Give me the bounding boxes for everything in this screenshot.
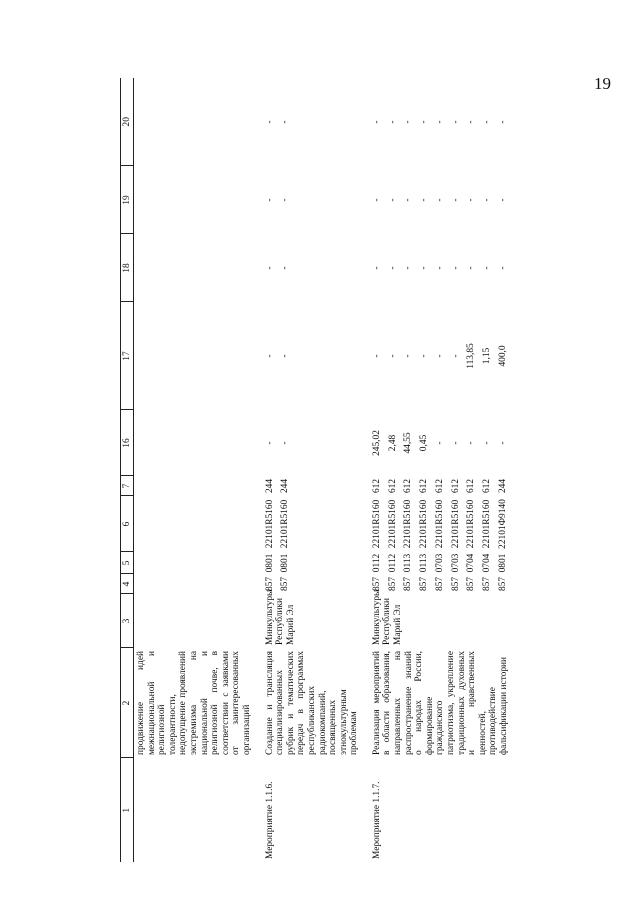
- cell-value: -: [264, 266, 275, 270]
- column-number-header: [121, 78, 134, 862]
- col-num: 5: [121, 552, 134, 574]
- cell-vr: 244: [279, 478, 290, 494]
- cell-value: -: [403, 354, 414, 358]
- cell-rzpr: 0801: [497, 553, 508, 573]
- cell-value: -: [371, 198, 382, 202]
- cell-rzpr: 0704: [466, 553, 477, 573]
- cell-value: -: [419, 354, 430, 358]
- cell-value: -: [450, 354, 461, 358]
- cell-value: -: [434, 441, 445, 445]
- cell-value: -: [419, 266, 430, 270]
- cell-grbs: 857: [279, 576, 290, 592]
- continued-description: продвижение идей межнациональной и религиозной толерантности, недопущение проявлений экстремизма на национальной и религиозной почве, в соответствии с заявками от заинтересованных организаций: [136, 651, 252, 755]
- table-row: [370, 78, 386, 862]
- cell-vr: 612: [434, 478, 445, 494]
- col-num: 1: [121, 758, 134, 862]
- measure-description: Реализация мероприятий в области образования, направленных на распространение знаний о народах России, формирование гражданского патриотизма, укрепление традиционных духовных и нравственных ценностей, противодействие фальсификации истории: [371, 651, 509, 755]
- cell-value: 2,48: [387, 434, 398, 452]
- cell-csr: 22101R5160: [466, 499, 477, 549]
- cell-value: -: [371, 120, 382, 124]
- cell-value: -: [403, 120, 414, 124]
- cell-vr: 612: [466, 478, 477, 494]
- cell-value: -: [264, 441, 275, 445]
- cell-value: 44,55: [403, 432, 414, 454]
- budget-table: [120, 78, 512, 862]
- measure-description: Создание и трансляция специализированных рубрик и тематических передач в программах республиканских радиокомпаний, посвященных этнокультурным проблемам: [264, 651, 360, 755]
- cell-rzpr: 0113: [403, 553, 414, 573]
- cell-vr: 612: [482, 478, 493, 494]
- cell-grbs: 857: [450, 576, 461, 592]
- cell-vr: 612: [419, 478, 430, 494]
- cell-value: 400,0: [497, 345, 508, 367]
- cell-value: -: [450, 120, 461, 124]
- cell-rzpr: 0801: [279, 553, 290, 573]
- col-num: 3: [121, 594, 134, 648]
- cell-value: -: [482, 266, 493, 270]
- measure-code: Мероприятие 1.1.6.: [264, 781, 275, 859]
- cell-vr: 612: [403, 478, 414, 494]
- cell-value: -: [466, 198, 477, 202]
- cell-rzpr: 0112: [371, 553, 382, 573]
- cell-csr: 22101R5160: [371, 499, 382, 549]
- rotated-budget-table: [120, 78, 570, 862]
- measure-code: Мероприятие 1.1.7.: [371, 781, 382, 859]
- cell-rzpr: 0704: [482, 553, 493, 573]
- cell-vr: 612: [450, 478, 461, 494]
- cell-value: -: [264, 198, 275, 202]
- cell-rzpr: 0703: [450, 553, 461, 573]
- measure-executor: Минкультуры Республики Марий Эл: [264, 589, 296, 645]
- col-num: 19: [121, 166, 134, 234]
- cell-value: -: [371, 266, 382, 270]
- cell-csr: 22101R5160: [387, 499, 398, 549]
- cell-value: -: [264, 354, 275, 358]
- col-num: 6: [121, 496, 134, 552]
- cell-csr: 22101R5160: [403, 499, 414, 549]
- cell-csr: 22101R5160: [482, 499, 493, 549]
- cell-value: 1,15: [482, 347, 493, 365]
- cell-grbs: 857: [403, 576, 414, 592]
- col-num: 4: [121, 574, 134, 594]
- cell-value: -: [497, 266, 508, 270]
- cell-csr: 22101R5160: [279, 499, 290, 549]
- cell-value: -: [387, 354, 398, 358]
- cell-csr: 22101R5160: [264, 499, 275, 549]
- cell-csr: 22101R5160: [450, 499, 461, 549]
- cell-vr: 612: [371, 478, 382, 494]
- cell-value: -: [497, 120, 508, 124]
- col-num: 16: [121, 410, 134, 476]
- cell-grbs: 857: [264, 576, 275, 592]
- cell-vr: 612: [387, 478, 398, 494]
- cell-rzpr: 0113: [419, 553, 430, 573]
- cell-value: -: [434, 354, 445, 358]
- cell-value: -: [482, 198, 493, 202]
- col-num: 2: [121, 648, 134, 758]
- cell-value: -: [279, 120, 290, 124]
- cell-value: 113,85: [466, 343, 477, 369]
- col-num: 18: [121, 234, 134, 302]
- cell-grbs: 857: [387, 576, 398, 592]
- cell-value: -: [482, 120, 493, 124]
- cell-value: -: [371, 354, 382, 358]
- cell-csr: 22101R5160: [419, 499, 430, 549]
- cell-value: -: [403, 266, 414, 270]
- cell-value: -: [466, 120, 477, 124]
- cell-grbs: 857: [419, 576, 430, 592]
- cell-value: -: [434, 120, 445, 124]
- cell-value: -: [279, 441, 290, 445]
- cell-value: -: [450, 266, 461, 270]
- cell-value: -: [279, 266, 290, 270]
- cell-value: -: [497, 441, 508, 445]
- cell-value: -: [466, 441, 477, 445]
- cell-grbs: 857: [482, 576, 493, 592]
- col-num: 7: [121, 476, 134, 496]
- cell-vr: 244: [264, 478, 275, 494]
- cell-value: -: [482, 441, 493, 445]
- cell-value: -: [279, 198, 290, 202]
- cell-value: -: [419, 198, 430, 202]
- cell-value: -: [279, 354, 290, 358]
- cell-value: -: [387, 266, 398, 270]
- cell-csr: 22101Ф9140: [497, 499, 508, 549]
- cell-value: -: [466, 266, 477, 270]
- cell-value: -: [387, 120, 398, 124]
- cell-value: -: [450, 198, 461, 202]
- cell-grbs: 857: [434, 576, 445, 592]
- col-num: 17: [121, 302, 134, 410]
- cell-value: -: [434, 266, 445, 270]
- table-row: [263, 78, 278, 862]
- measure-executor: Минкультуры Республики Марий Эл: [371, 589, 404, 645]
- cell-grbs: 857: [466, 576, 477, 592]
- cell-value: -: [403, 198, 414, 202]
- col-num: 20: [121, 78, 134, 166]
- cell-value: 245,02: [371, 430, 382, 456]
- cell-grbs: 857: [497, 576, 508, 592]
- cell-rzpr: 0112: [387, 553, 398, 573]
- cell-value: 0,45: [419, 434, 430, 452]
- cell-csr: 22101R5160: [434, 499, 445, 549]
- cell-value: -: [497, 198, 508, 202]
- cell-value: -: [387, 198, 398, 202]
- continuation-row: [134, 78, 255, 862]
- page-number: 19: [594, 74, 611, 93]
- cell-value: -: [264, 120, 275, 124]
- cell-value: -: [450, 441, 461, 445]
- cell-vr: 244: [497, 478, 508, 494]
- cell-rzpr: 0801: [264, 553, 275, 573]
- cell-value: -: [434, 198, 445, 202]
- cell-grbs: 857: [371, 576, 382, 592]
- cell-value: -: [419, 120, 430, 124]
- cell-rzpr: 0703: [434, 553, 445, 573]
